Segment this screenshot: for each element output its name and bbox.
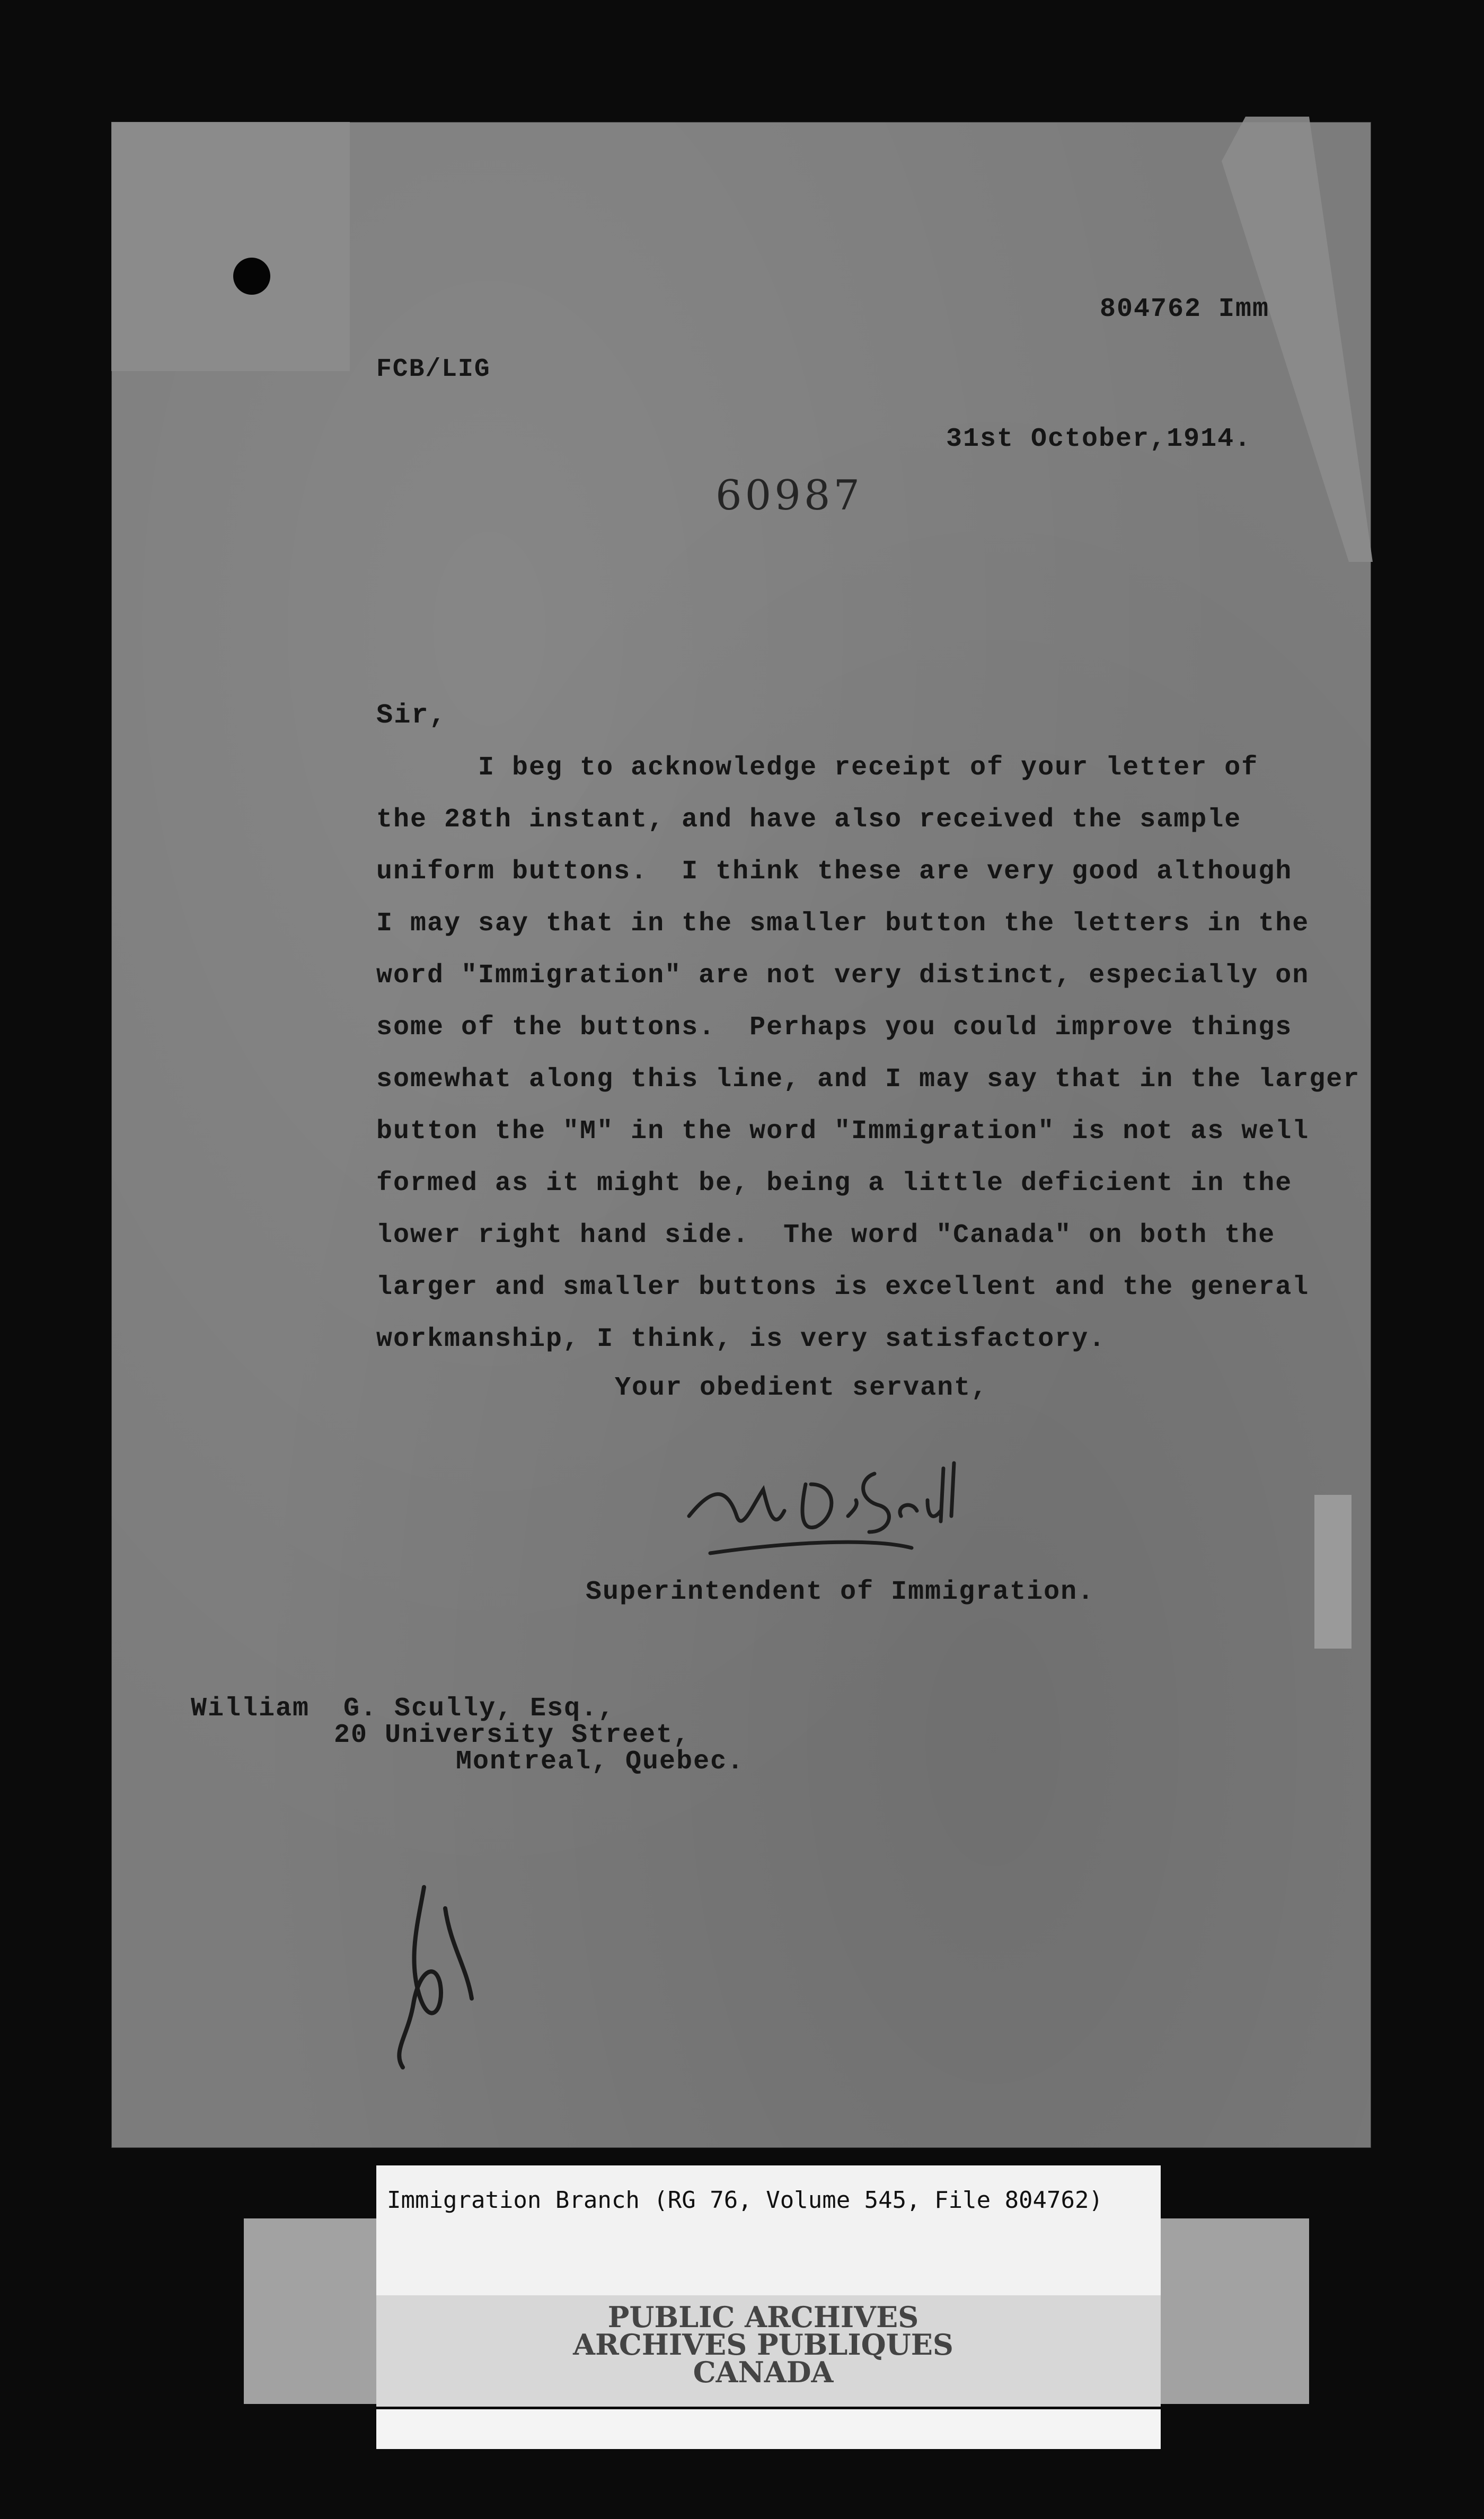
handwritten-signature (678, 1426, 965, 1564)
body-line: I beg to acknowledge receipt of your letter of (376, 753, 1259, 783)
punch-hole (233, 258, 270, 295)
body-line: formed as it might be, being a little deficient in the (376, 1168, 1293, 1199)
signatory-title: Superintendent of Immigration. (586, 1577, 1095, 1607)
letter-body (376, 742, 1361, 1366)
body-line: button the "M" in the word "Immigration" is not as well (376, 1116, 1310, 1147)
archive-bottom-card (376, 2409, 1161, 2449)
paper-corner-patch (111, 122, 350, 371)
address-line: 20 University Street, (334, 1720, 691, 1750)
archive-stamp-line: CANADA (693, 2355, 834, 2389)
body-line: workmanship, I think, is very satisfactory. (376, 1324, 1106, 1354)
address-line: Montreal, Quebec. (456, 1747, 745, 1777)
typist-initials: FCB/LIG (376, 355, 491, 384)
body-line: I may say that in the smaller button the letters in the (376, 909, 1310, 939)
body-line: lower right hand side. The word "Canada" on both the (376, 1220, 1276, 1250)
body-line: some of the buttons. Perhaps you could improve things (376, 1012, 1293, 1043)
archive-stamp (572, 2300, 954, 2389)
body-line: uniform buttons. I think these are very good although (376, 857, 1293, 887)
file-reference-number: 804762 Imm (1100, 294, 1270, 324)
archive-label-card (376, 2165, 1161, 2298)
body-line: word "Immigration" are not very distinct, especially on (376, 961, 1310, 991)
letter-date: 31st October,1914. (946, 424, 1252, 454)
body-line: the 28th instant, and have also received the sample (376, 805, 1242, 835)
closing-line: Your obedient servant, (615, 1373, 988, 1403)
body-line: somewhat along this line, and I may say that in the larger (376, 1064, 1361, 1095)
archive-stamp-line: ARCHIVES PUBLIQUES (573, 2328, 953, 2362)
paper-tab (1314, 1495, 1352, 1649)
body-line: larger and smaller buttons is excellent and the general (376, 1272, 1310, 1302)
archive-label: Immigration Branch (RG 76, Volume 545, File 804762) (387, 2187, 1103, 2214)
salutation: Sir, (376, 700, 447, 731)
archive-stamp-line: PUBLIC ARCHIVES (607, 2300, 919, 2334)
stamped-number: 60987 (716, 472, 863, 519)
address-line: William G. Scully, Esq., (191, 1694, 615, 1724)
pencil-initial-mark (387, 1877, 482, 2078)
